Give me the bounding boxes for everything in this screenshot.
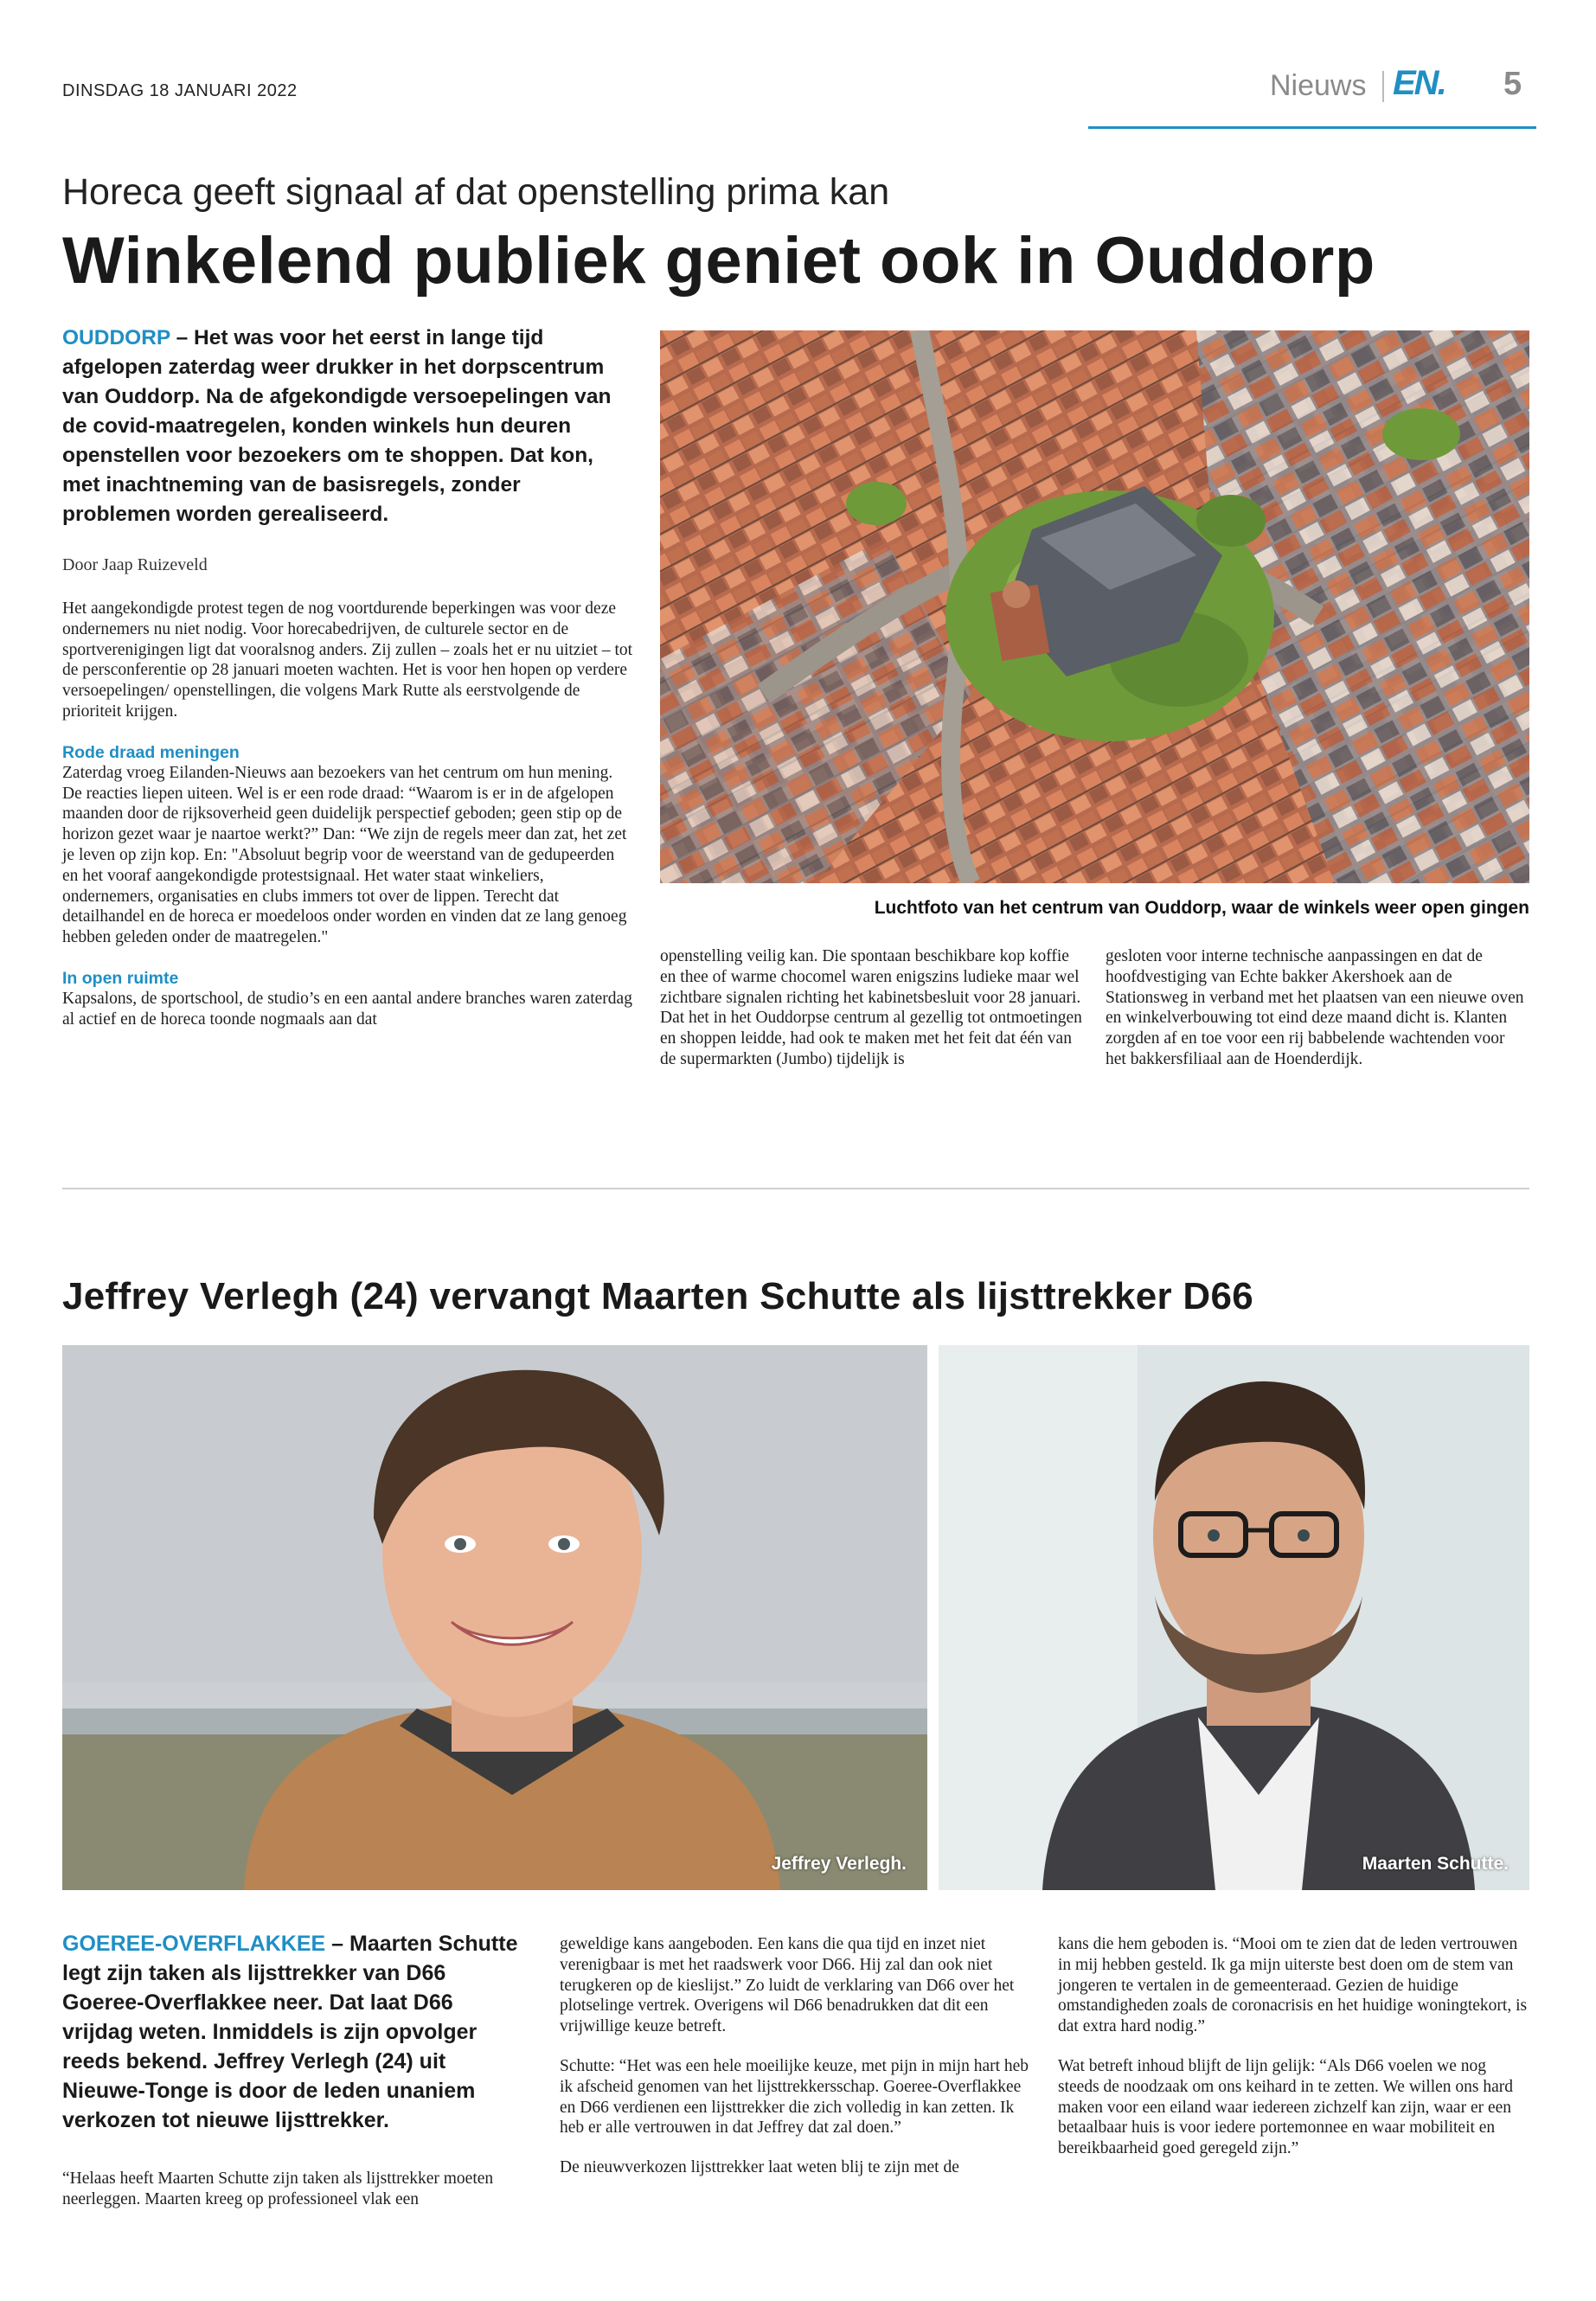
article2-paragraph: geweldige kans aangeboden. Een kans die qua tijd en inzet niet verenigbaar is met het raadswerk voor D66. Hij zal dan ook niet terugkeren op de kieslijst.” Zo luidt de verklaring van D66 over het plotselinge vertrek. Overigens wil D66 benadrukken dat dit een vrijwillige keuze betreft. bbox=[560, 1935, 1015, 2036]
photo-maarten-caption: Maarten Schutte. bbox=[1362, 1854, 1509, 1874]
article2-column-3 bbox=[1058, 1934, 1529, 2159]
article1-lead-text: – Het was voor het eerst in lange tijd afgelopen zaterdag weer drukker in het dorpscentrum van Ouddorp. Na de afgekondigde versoepelingen van de covid-maatregelen, konden winkels hun deuren openstellen voor bezoekers om te shoppen. Dat kon, met inachtneming van de basisregels, zonder problemen worden gerealiseerd. bbox=[62, 326, 612, 526]
section-label: Nieuws bbox=[1270, 69, 1367, 102]
article1-paragraph: Het aangekondigde protest tegen de nog voortdurende beperkingen was voor deze ondernemers nu niet nodig. Voor horecabedrijven, de culturele sector en de sportverenigingen ligt dat vooralsnog anders. Zij zullen – zoals het er nu uitziet – tot de persconferentie op 28 januari moeten wachten. Het is voor hen hopen op verdere versoepelingen/ openstellingen, die volgens Mark Rutte als eerstvolgende de prioriteit krijgen. bbox=[62, 599, 633, 721]
article1-subhead: Rode draad meningen bbox=[62, 742, 240, 762]
article2-dateline: GOEREE-OVERFLAKKEE bbox=[62, 1932, 326, 1956]
header-rule bbox=[1088, 126, 1536, 129]
issue-date: DINSDAG 18 JANUARI 2022 bbox=[62, 81, 298, 100]
article2-lead-text: – Maarten Schutte legt zijn taken als lijsttrekker van D66 Goeree-Overflakkee neer. Dat laat D66 vrijdag weten. Inmiddels is zijn opvolger reeds bekend. Jeffrey Verlegh (24) uit Nieuwe-Tonge is door de leden unaniem verkozen tot nieuwe lijsttrekker. bbox=[62, 1932, 518, 2132]
article1-kicker: Horeca geeft signaal af dat openstelling prima kan bbox=[62, 171, 890, 213]
article2-paragraph: Schutte: “Het was een hele moeilijke keuze, met pijn in mijn hart heb ik afscheid genomen van het lijsttrekkersschap. Goeree-Overflakkee en D66 verdienen een lijsttrekker die zich volledig in kan zetten. Ik heb er alle vertrouwen in dat Jeffrey dat zal doen.” bbox=[560, 2056, 1029, 2138]
article2-paragraph: De nieuwverkozen lijsttrekker laat weten blij te zijn met de bbox=[560, 2158, 959, 2177]
newspaper-logo: EN. bbox=[1393, 64, 1445, 102]
portrait-jeffrey-image bbox=[62, 1345, 927, 1890]
article1-paragraph: Kapsalons, de sportschool, de studio’s en een aantal andere branches waren zaterdag al actief en de horeca toonde nogmaals aan dat bbox=[62, 989, 632, 1029]
aerial-photo-ouddorp bbox=[660, 330, 1529, 883]
article1-subhead: In open ruimte bbox=[62, 968, 179, 988]
aerial-photo-caption: Luchtfoto van het centrum van Ouddorp, waar de winkels weer open gingen bbox=[874, 898, 1529, 918]
article1-column-1 bbox=[62, 599, 633, 1030]
photo-maarten-schutte bbox=[939, 1345, 1529, 1890]
article2-column-1: “Helaas heeft Maarten Schutte zijn taken als lijsttrekker moeten neerleggen. Maarten kreeg op professioneel vlak een bbox=[62, 2170, 494, 2208]
article2-paragraph: Wat betreft inhoud blijft de lijn gelijk: “Als D66 voelen we nog steeds de noodzaak om ons keihard in te zetten. We willen ons hard maken voor een eiland waar iedereen zichzelf kan zijn, waar er een betaalbaar huis is voor iedere portemonnee en waar mobiliteit en bereikbaarheid goed geregeld zijn.” bbox=[1058, 2056, 1514, 2158]
article2-paragraph: kans die hem geboden is. “Mooi om te zien dat de leden vertrouwen in mij hebben gesteld. Ik ga mijn uiterste best doen om de stem van jongeren te vertalen in de gemeenteraad. Gezien de huidige omstandigheden zoals de coronacrisis en het huidige woningtekort, is dat extra hard nodig.” bbox=[1058, 1935, 1528, 2036]
article1-dateline: OUDDORP bbox=[62, 326, 170, 349]
article1-lead bbox=[62, 324, 625, 529]
article2-headline: Jeffrey Verlegh (24) vervangt Maarten Schutte als lijsttrekker D66 bbox=[62, 1275, 1254, 1317]
aerial-photo-image bbox=[660, 330, 1529, 883]
article2-column-2 bbox=[560, 1934, 1031, 2178]
article1-byline: Door Jaap Ruizeveld bbox=[62, 555, 208, 574]
page-number: 5 bbox=[1503, 66, 1522, 102]
article1-paragraph: Zaterdag vroeg Eilanden-Nieuws aan bezoekers van het centrum om hun mening. De reacties liepen uiteen. Wel is er een rode draad: “Waarom is er in de afgelopen maanden door de rijksoverheid geen duidelijk perspectief geboden; geen stip op de horizon gezet waar je naartoe werkt?” Dan: “We zijn de regels meer dan zat, het zet je leven op zijn kop. En: "Absoluut begrip voor de weerstand van de gedupeerden en het vooraf aangekondigde protestsignaal. Het water staat winkeliers, ondernemers, organisaties en clubs immers tot over de lippen. Terecht dat detailhandel en de horeca er moedeloos onder worden en vinden dat ze lang genoeg hebben geleden onder de maatregelen." bbox=[62, 763, 627, 947]
article2-lead bbox=[62, 1929, 521, 2135]
photo-jeffrey-verlegh bbox=[62, 1345, 927, 1890]
header-divider bbox=[1382, 71, 1384, 102]
portrait-maarten-image bbox=[939, 1345, 1529, 1890]
photo-jeffrey-caption: Jeffrey Verlegh. bbox=[771, 1854, 907, 1874]
article1-headline: Winkelend publiek geniet ook in Ouddorp bbox=[62, 224, 1375, 298]
article-divider bbox=[62, 1188, 1529, 1189]
article1-column-2: openstelling veilig kan. Die spontaan beschikbare kop koffie en thee of warme chocomel waren enigszins ludieke maar wel zichtbare signalen richting het kabinetsbesluit voor 28 januari. Dat het in het Ouddorpse centrum al gezellig tot ontmoetingen en shoppen leidde, had ook te maken met het feit dat één van de supermarkten (Jumbo) tijdelijk is bbox=[660, 947, 1082, 1068]
article1-column-3: gesloten voor interne technische aanpassingen en dat de hoofdvestiging van Echte bakker Akershoek aan de Stationsweg in verband met het plaatsen van een nieuwe oven en winkelverbouwing tot eind deze maand dicht is. Klanten zorgden af en toe voor een rij babbelende wachtenden voor het bakkersfiliaal aan de Hoenderdijk. bbox=[1106, 947, 1524, 1068]
